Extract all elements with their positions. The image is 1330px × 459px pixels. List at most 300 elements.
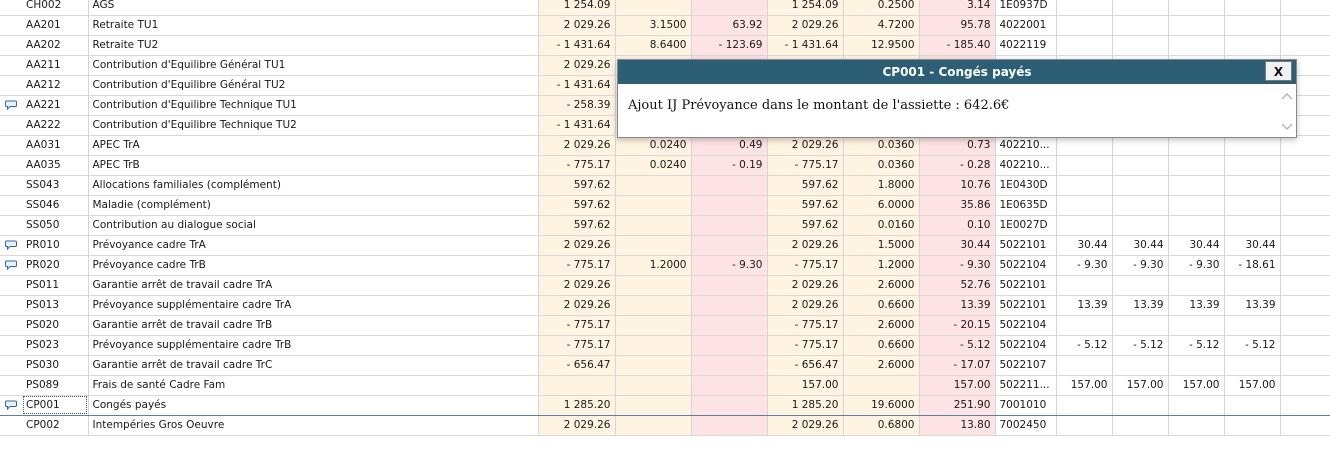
- cell-cumul-3[interactable]: [1168, 355, 1224, 375]
- cell-cumul-1[interactable]: [1056, 195, 1112, 215]
- cell-cumul-2[interactable]: 157.00: [1112, 375, 1168, 395]
- cell-base-employee[interactable]: 2 029.26: [538, 15, 615, 35]
- cell-rate-employer[interactable]: 0.2500: [843, 0, 919, 15]
- comment-cell[interactable]: [0, 115, 22, 135]
- cell-cumul-4[interactable]: 30.44: [1224, 235, 1280, 255]
- cell-rate-employer[interactable]: 0.0360: [843, 135, 919, 155]
- cell-code[interactable]: AA221: [22, 95, 88, 115]
- cell-cumul-4[interactable]: - 5.12: [1224, 335, 1280, 355]
- cell-amount-employee[interactable]: [691, 295, 767, 315]
- cell-cumul-2[interactable]: [1112, 315, 1168, 335]
- cell-base-employer[interactable]: 2 029.26: [767, 135, 843, 155]
- cell-label[interactable]: Prévoyance cadre TrA: [88, 235, 538, 255]
- cell-code[interactable]: AA212: [22, 75, 88, 95]
- cell-cumul-4[interactable]: [1224, 315, 1280, 335]
- table-row[interactable]: [0, 0, 1330, 15]
- cell-label[interactable]: APEC TrA: [88, 135, 538, 155]
- cell-cumul-1[interactable]: - 9.30: [1056, 255, 1112, 275]
- cell-code[interactable]: PS030: [22, 355, 88, 375]
- cell-code[interactable]: AA211: [22, 55, 88, 75]
- cell-base-employee[interactable]: 2 029.26: [538, 295, 615, 315]
- cell-rate-employee[interactable]: 0.0240: [615, 155, 691, 175]
- cell-code[interactable]: SS050: [22, 215, 88, 235]
- cell-amount-employer[interactable]: 3.14: [919, 0, 995, 15]
- cell-code[interactable]: CH002: [22, 0, 88, 15]
- cell-label[interactable]: Intempéries Gros Oeuvre: [88, 415, 538, 435]
- cell-amount-employer[interactable]: - 5.12: [919, 335, 995, 355]
- cell-extra[interactable]: [1280, 315, 1330, 335]
- cell-account[interactable]: 4022119: [995, 35, 1056, 55]
- cell-cumul-1[interactable]: 13.39: [1056, 295, 1112, 315]
- cell-account[interactable]: 5022104: [995, 315, 1056, 335]
- cell-base-employee[interactable]: 1 254.09: [538, 0, 615, 15]
- cell-cumul-1[interactable]: [1056, 175, 1112, 195]
- cell-code[interactable]: SS043: [22, 175, 88, 195]
- cell-rate-employee[interactable]: [615, 0, 691, 15]
- cell-base-employer[interactable]: - 656.47: [767, 355, 843, 375]
- cell-rate-employer[interactable]: 0.0160: [843, 215, 919, 235]
- cell-cumul-2[interactable]: [1112, 135, 1168, 155]
- cell-base-employee[interactable]: - 775.17: [538, 315, 615, 335]
- cell-cumul-3[interactable]: [1168, 395, 1224, 415]
- comment-icon[interactable]: [5, 400, 17, 410]
- cell-amount-employer[interactable]: 157.00: [919, 375, 995, 395]
- cell-cumul-1[interactable]: [1056, 355, 1112, 375]
- cell-rate-employee[interactable]: [615, 235, 691, 255]
- cell-rate-employee[interactable]: [615, 375, 691, 395]
- cell-cumul-4[interactable]: [1224, 155, 1280, 175]
- cell-amount-employer[interactable]: - 9.30: [919, 255, 995, 275]
- cell-base-employer[interactable]: 2 029.26: [767, 15, 843, 35]
- cell-amount-employee[interactable]: [691, 375, 767, 395]
- cell-rate-employee[interactable]: [615, 415, 691, 435]
- cell-cumul-3[interactable]: [1168, 195, 1224, 215]
- cell-account[interactable]: 5022101: [995, 295, 1056, 315]
- cell-rate-employee[interactable]: [615, 275, 691, 295]
- cell-code[interactable]: AA031: [22, 135, 88, 155]
- cell-cumul-4[interactable]: [1224, 0, 1280, 15]
- cell-account[interactable]: 5022104: [995, 255, 1056, 275]
- cell-amount-employee[interactable]: [691, 215, 767, 235]
- cell-rate-employee[interactable]: [615, 195, 691, 215]
- cell-cumul-4[interactable]: [1224, 35, 1280, 55]
- comment-cell[interactable]: [0, 275, 22, 295]
- cell-base-employee[interactable]: 597.62: [538, 195, 615, 215]
- cell-cumul-1[interactable]: [1056, 415, 1112, 435]
- cell-account[interactable]: 1E0027D: [995, 215, 1056, 235]
- cell-base-employer[interactable]: 597.62: [767, 195, 843, 215]
- cell-rate-employer[interactable]: 0.6600: [843, 335, 919, 355]
- scroll-up-icon[interactable]: [1282, 94, 1292, 99]
- cell-code[interactable]: PR010: [22, 235, 88, 255]
- cell-cumul-3[interactable]: [1168, 415, 1224, 435]
- cell-base-employee[interactable]: - 775.17: [538, 335, 615, 355]
- cell-extra[interactable]: [1280, 375, 1330, 395]
- cell-base-employee[interactable]: - 656.47: [538, 355, 615, 375]
- cell-label[interactable]: Retraite TU2: [88, 35, 538, 55]
- cell-code[interactable]: AA201: [22, 15, 88, 35]
- cell-cumul-1[interactable]: [1056, 395, 1112, 415]
- cell-cumul-1[interactable]: 157.00: [1056, 375, 1112, 395]
- cell-cumul-3[interactable]: [1168, 135, 1224, 155]
- comment-cell[interactable]: [0, 375, 22, 395]
- cell-account[interactable]: 5022104: [995, 335, 1056, 355]
- cell-code[interactable]: AA222: [22, 115, 88, 135]
- cell-amount-employer[interactable]: 13.80: [919, 415, 995, 435]
- cell-amount-employee[interactable]: [691, 275, 767, 295]
- cell-account[interactable]: 502211...: [995, 375, 1056, 395]
- cell-amount-employee[interactable]: [691, 235, 767, 255]
- cell-cumul-2[interactable]: 13.39: [1112, 295, 1168, 315]
- cell-label[interactable]: Prévoyance cadre TrB: [88, 255, 538, 275]
- cell-label[interactable]: Maladie (complément): [88, 195, 538, 215]
- cell-cumul-1[interactable]: [1056, 215, 1112, 235]
- comment-cell[interactable]: [0, 235, 22, 255]
- cell-code[interactable]: PS023: [22, 335, 88, 355]
- cell-base-employer[interactable]: 2 029.26: [767, 295, 843, 315]
- comment-cell[interactable]: [0, 55, 22, 75]
- cell-amount-employee[interactable]: [691, 175, 767, 195]
- cell-extra[interactable]: [1280, 415, 1330, 435]
- cell-account[interactable]: 402210...: [995, 155, 1056, 175]
- cell-cumul-2[interactable]: [1112, 355, 1168, 375]
- cell-rate-employee[interactable]: 3.1500: [615, 15, 691, 35]
- close-button[interactable]: X: [1265, 61, 1292, 81]
- cell-cumul-3[interactable]: [1168, 175, 1224, 195]
- cell-rate-employee[interactable]: 0.0240: [615, 135, 691, 155]
- table-row[interactable]: [0, 395, 1330, 415]
- cell-rate-employer[interactable]: 4.7200: [843, 15, 919, 35]
- cell-label[interactable]: Contribution d'Equilibre Général TU2: [88, 75, 538, 95]
- comment-cell[interactable]: [0, 255, 22, 275]
- cell-code[interactable]: PS011: [22, 275, 88, 295]
- cell-extra[interactable]: [1280, 355, 1330, 375]
- cell-cumul-4[interactable]: 157.00: [1224, 375, 1280, 395]
- cell-amount-employee[interactable]: - 123.69: [691, 35, 767, 55]
- cell-rate-employee[interactable]: [615, 175, 691, 195]
- cell-extra[interactable]: [1280, 235, 1330, 255]
- cell-code[interactable]: CP001: [22, 395, 88, 415]
- comment-cell[interactable]: [0, 395, 22, 415]
- cell-cumul-3[interactable]: - 5.12: [1168, 335, 1224, 355]
- table-row[interactable]: [0, 175, 1330, 195]
- cell-base-employee[interactable]: - 258.39: [538, 95, 615, 115]
- cell-cumul-2[interactable]: [1112, 275, 1168, 295]
- cell-amount-employer[interactable]: - 17.07: [919, 355, 995, 375]
- cell-cumul-2[interactable]: [1112, 195, 1168, 215]
- cell-amount-employer[interactable]: 10.76: [919, 175, 995, 195]
- cell-extra[interactable]: [1280, 175, 1330, 195]
- table-row[interactable]: [0, 235, 1330, 255]
- cell-base-employee[interactable]: 597.62: [538, 215, 615, 235]
- cell-cumul-4[interactable]: [1224, 135, 1280, 155]
- comment-icon[interactable]: [5, 240, 17, 250]
- cell-amount-employer[interactable]: 0.73: [919, 135, 995, 155]
- cell-code[interactable]: CP002: [22, 415, 88, 435]
- table-row[interactable]: [0, 315, 1330, 335]
- cell-base-employee[interactable]: 2 029.26: [538, 275, 615, 295]
- cell-amount-employer[interactable]: - 20.15: [919, 315, 995, 335]
- cell-cumul-1[interactable]: [1056, 155, 1112, 175]
- cell-extra[interactable]: [1280, 395, 1330, 415]
- dialog-scrollbar[interactable]: [1280, 90, 1294, 134]
- cell-extra[interactable]: [1280, 335, 1330, 355]
- cell-account[interactable]: 5022107: [995, 355, 1056, 375]
- comment-cell[interactable]: [0, 335, 22, 355]
- cell-rate-employee[interactable]: [615, 295, 691, 315]
- cell-label[interactable]: Retraite TU1: [88, 15, 538, 35]
- cell-code[interactable]: PS020: [22, 315, 88, 335]
- cell-cumul-3[interactable]: [1168, 275, 1224, 295]
- cell-amount-employer[interactable]: 251.90: [919, 395, 995, 415]
- cell-cumul-3[interactable]: 30.44: [1168, 235, 1224, 255]
- cell-label[interactable]: Prévoyance supplémentaire cadre TrA: [88, 295, 538, 315]
- cell-cumul-3[interactable]: [1168, 0, 1224, 15]
- cell-amount-employer[interactable]: 52.76: [919, 275, 995, 295]
- comment-cell[interactable]: [0, 75, 22, 95]
- cell-base-employer[interactable]: 597.62: [767, 215, 843, 235]
- cell-rate-employee[interactable]: [615, 335, 691, 355]
- cell-rate-employer[interactable]: 6.0000: [843, 195, 919, 215]
- cell-amount-employer[interactable]: - 185.40: [919, 35, 995, 55]
- cell-base-employer[interactable]: 597.62: [767, 175, 843, 195]
- cell-cumul-2[interactable]: [1112, 15, 1168, 35]
- cell-cumul-2[interactable]: - 9.30: [1112, 255, 1168, 275]
- cell-cumul-3[interactable]: [1168, 215, 1224, 235]
- cell-cumul-2[interactable]: [1112, 0, 1168, 15]
- cell-cumul-2[interactable]: - 5.12: [1112, 335, 1168, 355]
- cell-amount-employer[interactable]: 30.44: [919, 235, 995, 255]
- cell-base-employer[interactable]: - 775.17: [767, 155, 843, 175]
- cell-base-employer[interactable]: 157.00: [767, 375, 843, 395]
- cell-base-employer[interactable]: - 775.17: [767, 255, 843, 275]
- cell-extra[interactable]: [1280, 195, 1330, 215]
- cell-cumul-3[interactable]: 157.00: [1168, 375, 1224, 395]
- cell-amount-employee[interactable]: [691, 355, 767, 375]
- cell-amount-employee[interactable]: 0.49: [691, 135, 767, 155]
- cell-cumul-1[interactable]: [1056, 275, 1112, 295]
- cell-extra[interactable]: [1280, 215, 1330, 235]
- cell-cumul-2[interactable]: [1112, 415, 1168, 435]
- cell-base-employee[interactable]: - 775.17: [538, 255, 615, 275]
- cell-rate-employer[interactable]: 2.6000: [843, 355, 919, 375]
- comment-cell[interactable]: [0, 215, 22, 235]
- cell-rate-employer[interactable]: 0.0360: [843, 155, 919, 175]
- cell-rate-employee[interactable]: 8.6400: [615, 35, 691, 55]
- cell-cumul-4[interactable]: 13.39: [1224, 295, 1280, 315]
- cell-cumul-4[interactable]: [1224, 275, 1280, 295]
- cell-base-employee[interactable]: - 775.17: [538, 155, 615, 175]
- cell-account[interactable]: 1E0635D: [995, 195, 1056, 215]
- cell-rate-employee[interactable]: [615, 215, 691, 235]
- cell-code[interactable]: AA202: [22, 35, 88, 55]
- cell-cumul-1[interactable]: [1056, 315, 1112, 335]
- cell-extra[interactable]: [1280, 15, 1330, 35]
- cell-code[interactable]: PR020: [22, 255, 88, 275]
- cell-cumul-2[interactable]: [1112, 395, 1168, 415]
- comment-cell[interactable]: [0, 355, 22, 375]
- cell-code[interactable]: PS013: [22, 295, 88, 315]
- cell-cumul-4[interactable]: - 18.61: [1224, 255, 1280, 275]
- cell-cumul-4[interactable]: [1224, 195, 1280, 215]
- cell-rate-employer[interactable]: 19.6000: [843, 395, 919, 415]
- cell-rate-employer[interactable]: 0.6600: [843, 295, 919, 315]
- cell-cumul-1[interactable]: [1056, 0, 1112, 15]
- comment-cell[interactable]: [0, 195, 22, 215]
- comment-cell[interactable]: [0, 155, 22, 175]
- table-row[interactable]: [0, 375, 1330, 395]
- cell-cumul-3[interactable]: [1168, 315, 1224, 335]
- cell-cumul-4[interactable]: [1224, 395, 1280, 415]
- cell-label[interactable]: Contribution d'Equilibre Technique TU1: [88, 95, 538, 115]
- cell-account[interactable]: 5022101: [995, 275, 1056, 295]
- comment-cell[interactable]: [0, 175, 22, 195]
- cell-account[interactable]: 7002450: [995, 415, 1056, 435]
- cell-amount-employee[interactable]: [691, 315, 767, 335]
- cell-label[interactable]: Congés payés: [88, 395, 538, 415]
- cell-account[interactable]: 5022101: [995, 235, 1056, 255]
- cell-cumul-2[interactable]: [1112, 155, 1168, 175]
- cell-label[interactable]: Garantie arrêt de travail cadre TrA: [88, 275, 538, 295]
- cell-rate-employer[interactable]: 12.9500: [843, 35, 919, 55]
- cell-cumul-4[interactable]: [1224, 215, 1280, 235]
- cell-rate-employee[interactable]: 1.2000: [615, 255, 691, 275]
- cell-label[interactable]: Garantie arrêt de travail cadre TrC: [88, 355, 538, 375]
- cell-cumul-3[interactable]: 13.39: [1168, 295, 1224, 315]
- cell-base-employee[interactable]: 597.62: [538, 175, 615, 195]
- cell-amount-employer[interactable]: - 0.28: [919, 155, 995, 175]
- cell-extra[interactable]: [1280, 135, 1330, 155]
- cell-cumul-2[interactable]: 30.44: [1112, 235, 1168, 255]
- cell-rate-employer[interactable]: 1.2000: [843, 255, 919, 275]
- comment-icon[interactable]: [5, 260, 17, 270]
- table-row[interactable]: [0, 275, 1330, 295]
- cell-base-employee[interactable]: 2 029.26: [538, 235, 615, 255]
- cell-base-employer[interactable]: 2 029.26: [767, 275, 843, 295]
- cell-rate-employer[interactable]: 2.6000: [843, 275, 919, 295]
- cell-amount-employee[interactable]: [691, 415, 767, 435]
- cell-rate-employer[interactable]: 1.5000: [843, 235, 919, 255]
- cell-account[interactable]: 7001010: [995, 395, 1056, 415]
- cell-base-employer[interactable]: 2 029.26: [767, 235, 843, 255]
- cell-cumul-2[interactable]: [1112, 175, 1168, 195]
- cell-label[interactable]: Allocations familiales (complément): [88, 175, 538, 195]
- cell-base-employee[interactable]: 1 285.20: [538, 395, 615, 415]
- cell-base-employee[interactable]: 2 029.26: [538, 135, 615, 155]
- cell-amount-employer[interactable]: 35.86: [919, 195, 995, 215]
- cell-extra[interactable]: [1280, 275, 1330, 295]
- cell-amount-employer[interactable]: 0.10: [919, 215, 995, 235]
- table-row[interactable]: [0, 195, 1330, 215]
- cell-cumul-2[interactable]: [1112, 35, 1168, 55]
- cell-base-employer[interactable]: 1 285.20: [767, 395, 843, 415]
- cell-code[interactable]: PS089: [22, 375, 88, 395]
- cell-base-employer[interactable]: 2 029.26: [767, 415, 843, 435]
- comment-cell[interactable]: [0, 315, 22, 335]
- cell-rate-employer[interactable]: 2.6000: [843, 315, 919, 335]
- cell-cumul-2[interactable]: [1112, 215, 1168, 235]
- cell-label[interactable]: AGS: [88, 0, 538, 15]
- cell-cumul-3[interactable]: [1168, 15, 1224, 35]
- comment-cell[interactable]: [0, 95, 22, 115]
- cell-amount-employee[interactable]: [691, 335, 767, 355]
- table-row[interactable]: [0, 35, 1330, 55]
- comment-cell[interactable]: [0, 295, 22, 315]
- table-row[interactable]: [0, 255, 1330, 275]
- table-row[interactable]: [0, 355, 1330, 375]
- cell-cumul-3[interactable]: - 9.30: [1168, 255, 1224, 275]
- cell-label[interactable]: Frais de santé Cadre Fam: [88, 375, 538, 395]
- cell-amount-employee[interactable]: [691, 395, 767, 415]
- cell-cumul-1[interactable]: 30.44: [1056, 235, 1112, 255]
- cell-label[interactable]: APEC TrB: [88, 155, 538, 175]
- cell-label[interactable]: Garantie arrêt de travail cadre TrB: [88, 315, 538, 335]
- cell-rate-employer[interactable]: 1.8000: [843, 175, 919, 195]
- cell-base-employee[interactable]: [538, 375, 615, 395]
- cell-cumul-4[interactable]: [1224, 175, 1280, 195]
- table-row[interactable]: [0, 155, 1330, 175]
- scroll-down-icon[interactable]: [1282, 124, 1292, 129]
- cell-base-employee[interactable]: - 1 431.64: [538, 35, 615, 55]
- cell-rate-employer[interactable]: 0.6800: [843, 415, 919, 435]
- cell-cumul-4[interactable]: [1224, 355, 1280, 375]
- cell-label[interactable]: Prévoyance supplémentaire cadre TrB: [88, 335, 538, 355]
- cell-extra[interactable]: [1280, 255, 1330, 275]
- table-row[interactable]: [0, 295, 1330, 315]
- cell-cumul-1[interactable]: - 5.12: [1056, 335, 1112, 355]
- comment-cell[interactable]: [0, 415, 22, 435]
- cell-base-employee[interactable]: 2 029.26: [538, 415, 615, 435]
- cell-cumul-1[interactable]: [1056, 35, 1112, 55]
- cell-amount-employer[interactable]: 13.39: [919, 295, 995, 315]
- cell-account[interactable]: 1E0937D: [995, 0, 1056, 15]
- cell-account[interactable]: 402210...: [995, 135, 1056, 155]
- cell-label[interactable]: Contribution d'Equilibre Technique TU2: [88, 115, 538, 135]
- cell-amount-employee[interactable]: 63.92: [691, 15, 767, 35]
- cell-cumul-1[interactable]: [1056, 15, 1112, 35]
- cell-amount-employee[interactable]: - 0.19: [691, 155, 767, 175]
- cell-base-employer[interactable]: - 775.17: [767, 315, 843, 335]
- table-row[interactable]: [0, 215, 1330, 235]
- cell-rate-employee[interactable]: [615, 355, 691, 375]
- cell-extra[interactable]: [1280, 295, 1330, 315]
- comment-cell[interactable]: [0, 0, 22, 15]
- cell-label[interactable]: Contribution au dialogue social: [88, 215, 538, 235]
- cell-cumul-4[interactable]: [1224, 15, 1280, 35]
- cell-rate-employee[interactable]: [615, 315, 691, 335]
- cell-cumul-1[interactable]: [1056, 135, 1112, 155]
- cell-code[interactable]: AA035: [22, 155, 88, 175]
- cell-base-employee[interactable]: - 1 431.64: [538, 115, 615, 135]
- table-row[interactable]: [0, 15, 1330, 35]
- cell-amount-employer[interactable]: 95.78: [919, 15, 995, 35]
- cell-account[interactable]: 4022001: [995, 15, 1056, 35]
- comment-cell[interactable]: [0, 15, 22, 35]
- cell-base-employer[interactable]: 1 254.09: [767, 0, 843, 15]
- table-row[interactable]: [0, 415, 1330, 435]
- table-row[interactable]: [0, 135, 1330, 155]
- cell-amount-employee[interactable]: [691, 195, 767, 215]
- cell-extra[interactable]: [1280, 35, 1330, 55]
- cell-cumul-3[interactable]: [1168, 155, 1224, 175]
- cell-base-employee[interactable]: - 1 431.64: [538, 75, 615, 95]
- cell-base-employee[interactable]: 2 029.26: [538, 55, 615, 75]
- cell-cumul-4[interactable]: [1224, 415, 1280, 435]
- cell-base-employer[interactable]: - 1 431.64: [767, 35, 843, 55]
- cell-extra[interactable]: [1280, 0, 1330, 15]
- comment-cell[interactable]: [0, 135, 22, 155]
- cell-code[interactable]: SS046: [22, 195, 88, 215]
